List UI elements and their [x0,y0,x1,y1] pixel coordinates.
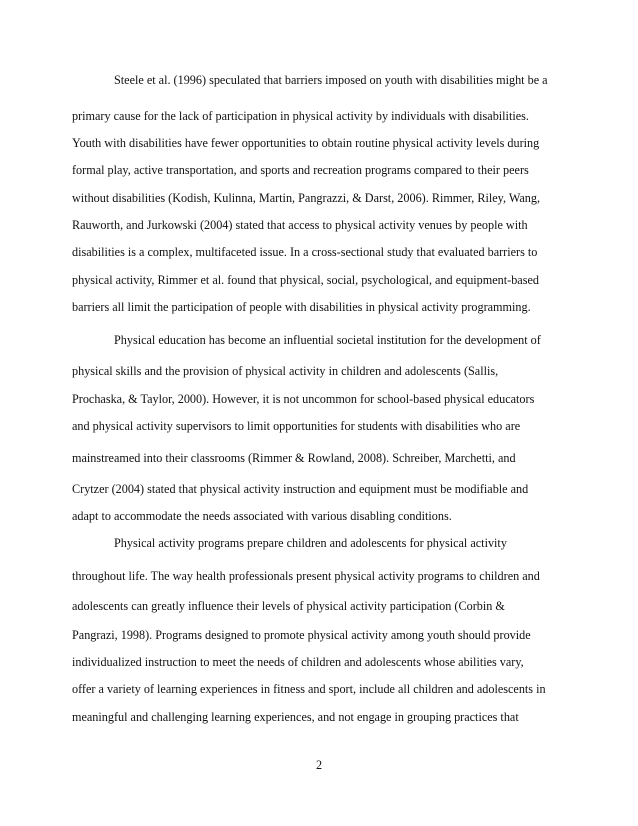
paragraph-3-line-1: Physical activity programs prepare children and adolescents for physical activity [114,536,507,550]
paragraph-3-line-7: meaningful and challenging learning experiences, and not engage in grouping practices that [72,710,519,724]
page-number: 2 [315,758,323,772]
paragraph-1-line-6: Rauworth, and Jurkowski (2004) stated that access to physical activity venues by people with [72,218,528,232]
paragraph-3-line-3: adolescents can greatly influence their levels of physical activity participation (Corbin & [72,599,505,613]
paragraph-1-line-2: primary cause for the lack of participation in physical activity by individuals with disabilities. [72,109,529,123]
paragraph-2-line-1: Physical education has become an influential societal institution for the development of [114,333,541,347]
paragraph-3-line-2: throughout life. The way health professionals present physical activity programs to children and [72,569,540,583]
paragraph-1-line-5: without disabilities (Kodish, Kulinna, Martin, Pangrazzi, & Darst, 2006). Rimmer, Riley, Wang, [72,191,541,205]
paragraph-2-line-3: Prochaska, & Taylor, 2000). However, it is not uncommon for school-based physical educators [72,392,535,406]
paragraph-2-line-5: mainstreamed into their classrooms (Rimmer & Rowland, 2008). Schreiber, Marchetti, and [72,451,516,465]
paragraph-2-line-7: adapt to accommodate the needs associated with various disabling conditions. [72,509,452,523]
paragraph-1-line-1: Steele et al. (1996) speculated that barriers imposed on youth with disabilities might be a [114,73,548,87]
paragraph-3-line-6: offer a variety of learning experiences in fitness and sport, include all children and adolescents in [72,682,546,696]
paragraph-1-line-8: physical activity, Rimmer et al. found that physical, social, psychological, and equipment-based [72,273,539,287]
paragraph-1-line-4: formal play, active transportation, and sports and recreation programs compared to their peers [72,163,529,177]
paragraph-2-line-2: physical skills and the provision of physical activity in children and adolescents (Sallis, [72,364,499,378]
paragraph-1-line-9: barriers all limit the participation of people with disabilities in physical activity programming. [72,300,531,314]
paragraph-1-line-7: disabilities is a complex, multifaceted issue. In a cross-sectional study that evaluated barriers to [72,245,538,259]
paragraph-3-line-4: Pangrazi, 1998). Programs designed to promote physical activity among youth should provide [72,628,531,642]
paragraph-2-line-4: and physical activity supervisors to limit opportunities for students with disabilities who are [72,419,521,433]
paragraph-1-line-3: Youth with disabilities have fewer opportunities to obtain routine physical activity levels during [72,136,540,150]
paragraph-2-line-6: Crytzer (2004) stated that physical activity instruction and equipment must be modifiable and [72,482,529,496]
paragraph-3-line-5: individualized instruction to meet the needs of children and adolescents whose abilities vary, [72,655,524,669]
